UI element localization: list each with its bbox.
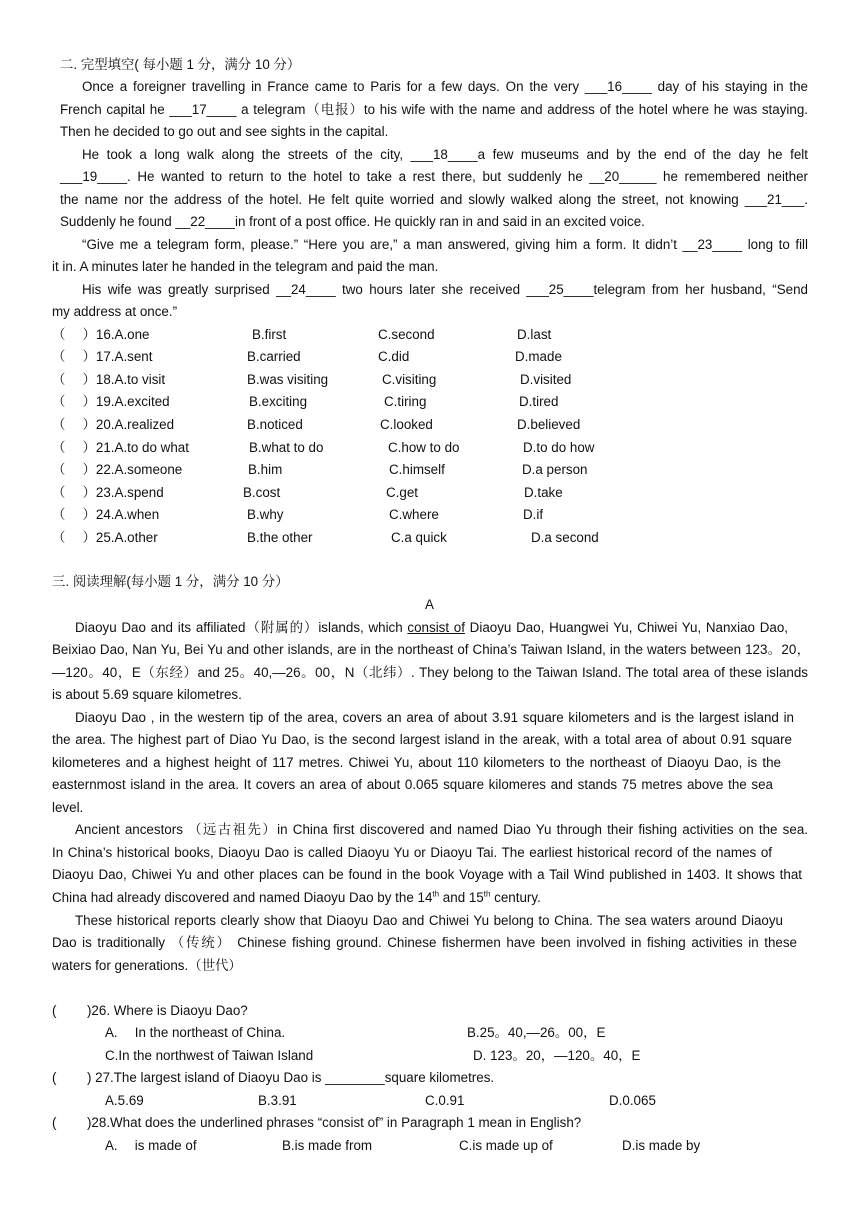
- option-d: D.a second: [531, 530, 599, 545]
- passage-paragraph-2-line: kilometeres and a highest height of 117 metres. Chiwei Yu, about 110 kilometers to the northeast of Diaoyu Dao, is the: [52, 755, 781, 770]
- reading-heading: 三. 阅读理解(每小题 1 分，满分 10 分）: [52, 574, 289, 589]
- cloze-paragraph-2-line: Suddenly he found __22____in front of a post office. He quickly ran in and said in an excited voice.: [60, 214, 645, 229]
- option-d: D.to do how: [523, 440, 595, 455]
- option-c: C.second: [378, 327, 435, 342]
- question-26-option-a: A. In the northeast of China.: [105, 1025, 286, 1040]
- option-b: B.cost: [243, 485, 281, 500]
- passage-paragraph-2-line: Diaoyu Dao , in the western tip of the area, covers an area of about 3.91 square kilometers and is the largest island in: [75, 710, 794, 725]
- passage-paragraph-1-line: —120。40，E（东经）and 25。40,—26。00，N（北纬）. They belong to the Taiwan Island. The total area of these islands: [52, 665, 808, 680]
- passage-paragraph-4-line: These historical reports clearly show that Diaoyu Dao and Chiwei Yu belong to China. The sea waters around Diaoyu: [75, 913, 783, 928]
- option-c: C.did: [378, 349, 410, 364]
- passage-paragraph-3-line: Ancient ancestors （远古祖先）in China first discovered and named Diao Yu through their fishing activities on the sea.: [75, 822, 808, 837]
- option-c: C.himself: [389, 462, 445, 477]
- question-28-option-d: D.is made by: [622, 1138, 701, 1153]
- cloze-paragraph-3-line: it in. A minutes later he handed in the telegram and paid the man.: [52, 259, 439, 274]
- option-b: B.what to do: [249, 440, 324, 455]
- passage-paragraph-3-line: In China’s historical books, Diaoyu Dao is called Diaoyu Yu or Diaoyu Tai. The earliest historical record of the names of: [52, 845, 772, 860]
- question-26: ( )26. Where is Diaoyu Dao?: [52, 1003, 248, 1018]
- option-b: B.why: [247, 507, 284, 522]
- cloze-paragraph-4-line: His wife was greatly surprised __24____ two hours later she received ___25____telegram from her husband, “Send: [82, 282, 808, 297]
- passage-text: century.: [490, 890, 541, 905]
- cloze-paragraph-1-line: Then he decided to go out and see sights in the capital.: [60, 124, 389, 139]
- option-c: C.where: [389, 507, 439, 522]
- question-27-option-d: D.0.065: [609, 1093, 656, 1108]
- question-27-option-c: C.0.91: [425, 1093, 465, 1108]
- option-question: （ ）20.A.realized: [52, 417, 175, 432]
- option-d: D.made: [515, 349, 562, 364]
- question-27-option-b: B.3.91: [258, 1093, 297, 1108]
- cloze-paragraph-4-line: my address at once.”: [52, 304, 178, 319]
- question-26-option-c: C.In the northwest of Taiwan Island: [105, 1048, 314, 1063]
- underlined-phrase: consist of: [407, 620, 465, 635]
- option-question: （ ）17.A.sent: [52, 349, 153, 364]
- question-28: ( )28.What does the underlined phrases “consist of” in Paragraph 1 mean in English?: [52, 1115, 582, 1130]
- option-b: B.noticed: [247, 417, 303, 432]
- passage-text: China had already discovered and named Diaoyu Dao by the 14: [52, 890, 433, 905]
- option-b: B.the other: [247, 530, 313, 545]
- question-26-option-d: D. 123。20，—120。40，E: [473, 1048, 641, 1063]
- option-question: （ ）21.A.to do what: [52, 440, 189, 455]
- option-question: （ ）18.A.to visit: [52, 372, 166, 387]
- ordinal-suffix: th: [483, 889, 491, 899]
- question-26-option-b: B.25。40,—26。00，E: [467, 1025, 606, 1040]
- option-b: B.was visiting: [247, 372, 329, 387]
- question-28-option-c: C.is made up of: [459, 1138, 553, 1153]
- passage-paragraph-2-line: easternmost island in the area. It covers an area of about 0.065 square kilomeres and stands 75 metres above the sea: [52, 777, 773, 792]
- passage-paragraph-4-line: waters for generations.（世代）: [52, 958, 242, 973]
- option-d: D.a person: [522, 462, 588, 477]
- option-c: C.a quick: [391, 530, 447, 545]
- passage-paragraph-2-line: level.: [52, 800, 84, 815]
- option-c: C.visiting: [382, 372, 437, 387]
- option-d: D.last: [517, 327, 552, 342]
- cloze-paragraph-1-line: French capital he ___17____ a telegram（电报）to his wife with the name and address of the hotel where he was staying.: [60, 102, 808, 117]
- ordinal-suffix: th: [432, 889, 440, 899]
- cloze-paragraph-2-line: ___19____. He wanted to return to the hotel to take a rest there, but suddenly he __20_____ he remembered neither: [60, 169, 808, 184]
- option-d: D.believed: [517, 417, 581, 432]
- question-28-option-b: B.is made from: [282, 1138, 373, 1153]
- option-question: （ ）19.A.excited: [52, 394, 170, 409]
- passage-label: A: [425, 597, 434, 612]
- option-question: （ ）16.A.one: [52, 327, 150, 342]
- cloze-paragraph-2-line: the name nor the address of the hotel. He felt quite worried and slowly walked along the street, not knowing ___21___.: [60, 192, 808, 207]
- option-d: D.visited: [520, 372, 572, 387]
- passage-paragraph-3-line: Diaoyu Dao, Chiwei Yu and other places can be found in the book Voyage with a Tail Wind published in 1403. It shows that: [52, 867, 802, 882]
- cloze-paragraph-2-line: He took a long walk along the streets of the city, ___18____a few museums and by the end of the day he felt: [82, 147, 808, 162]
- passage-paragraph-3-line: [52, 889, 541, 907]
- option-b: B.exciting: [249, 394, 308, 409]
- passage-text: and 15: [439, 890, 484, 905]
- passage-text: Diaoyu Dao, Huangwei Yu, Chiwei Yu, Nanxiao Dao,: [464, 620, 788, 635]
- option-c: C.tiring: [384, 394, 427, 409]
- option-question: （ ）23.A.spend: [52, 485, 164, 500]
- option-question: （ ）24.A.when: [52, 507, 160, 522]
- option-c: C.looked: [380, 417, 433, 432]
- passage-paragraph-1-line: Beixiao Dao, Nan Yu, Bei Yu and other islands, are in the northeast of China’s Taiwan Island, in the waters between 123。20，: [52, 642, 810, 657]
- option-c: C.how to do: [388, 440, 460, 455]
- option-b: B.first: [252, 327, 287, 342]
- option-b: B.him: [248, 462, 283, 477]
- question-28-option-a: A. is made of: [105, 1138, 197, 1153]
- option-c: C.get: [386, 485, 419, 500]
- option-d: D.tired: [519, 394, 559, 409]
- option-b: B.carried: [247, 349, 301, 364]
- cloze-paragraph-1-line: Once a foreigner travelling in France came to Paris for a few days. On the very ___16____ day of his staying in the: [82, 79, 808, 94]
- passage-text: Diaoyu Dao and its affiliated（附属的）islands, which: [75, 620, 408, 635]
- passage-paragraph-4-line: Dao is traditionally （传统） Chinese fishing ground. Chinese fishermen have been involved in fishing activities in these: [52, 935, 797, 950]
- option-question: （ ）22.A.someone: [52, 462, 183, 477]
- cloze-paragraph-3-line: “Give me a telegram form, please.” “Here you are,” a man answered, giving him a form. It didn’t __23____ long to fill: [82, 237, 808, 252]
- option-d: D.if: [523, 507, 544, 522]
- passage-paragraph-2-line: the area. The highest part of Diao Yu Dao, is the second largest island in the areak, with a total area of about 0.91 square: [52, 732, 792, 747]
- option-d: D.take: [524, 485, 563, 500]
- cloze-heading: 二. 完型填空( 每小题 1 分，满分 10 分）: [60, 57, 301, 72]
- passage-paragraph-1-line: is about 5.69 square kilometres.: [52, 687, 242, 702]
- passage-paragraph-1-line: [75, 619, 788, 637]
- option-question: （ ）25.A.other: [52, 530, 158, 545]
- question-27: ( ) 27.The largest island of Diaoyu Dao is ________square kilometres.: [52, 1070, 495, 1085]
- question-27-option-a: A.5.69: [105, 1093, 144, 1108]
